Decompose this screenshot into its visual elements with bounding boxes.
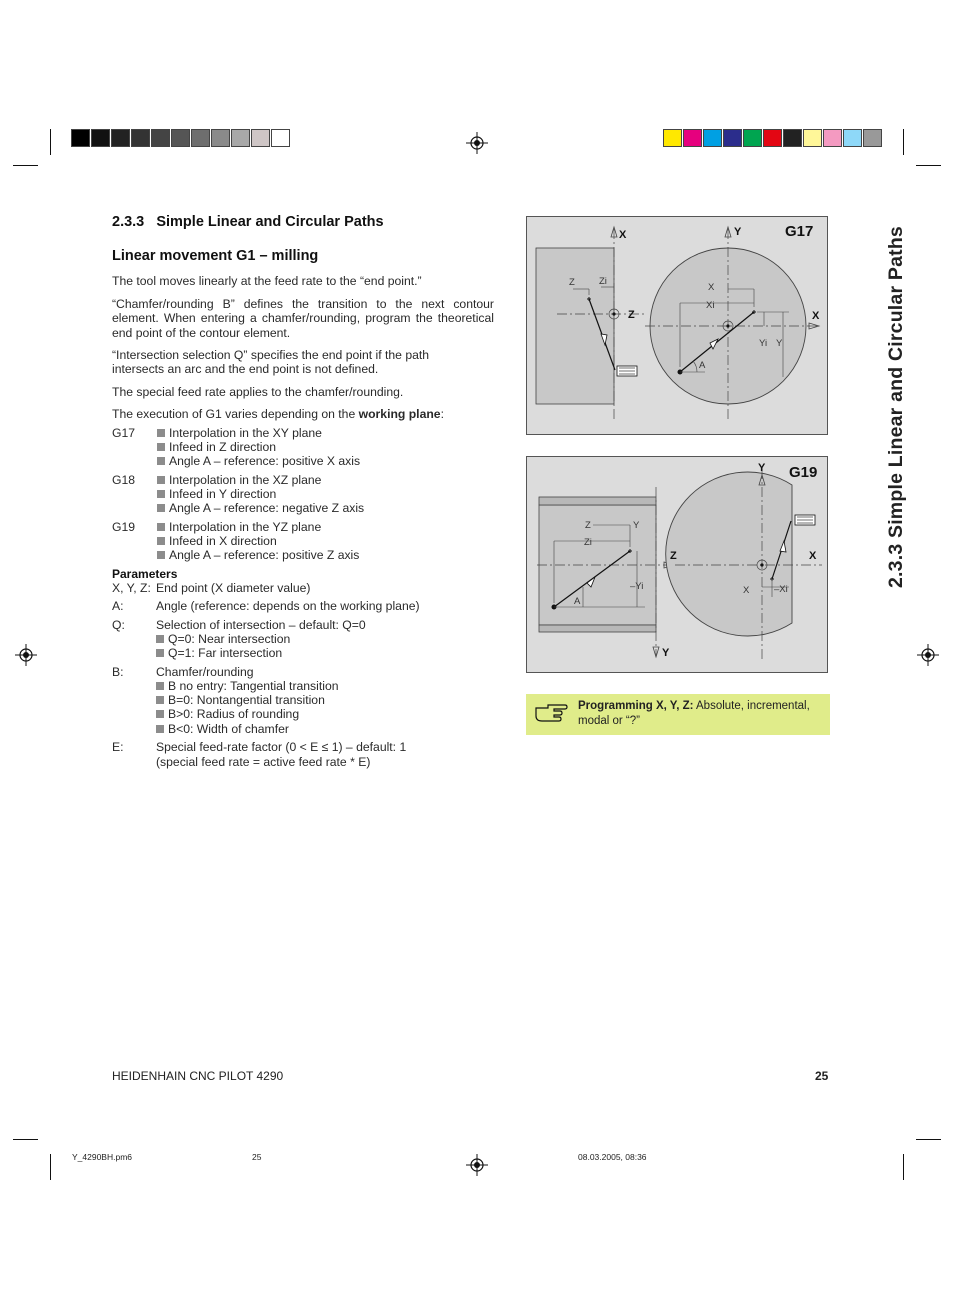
color-swatch: [723, 129, 742, 147]
paragraph: The special feed rate applies to the chamfer/rounding.: [112, 385, 404, 399]
color-swatch: [91, 129, 110, 147]
plane-code: G18: [112, 473, 136, 487]
list-item: Q=0: Near intersection: [156, 632, 290, 646]
paragraph: [112, 407, 492, 421]
plane-code: G17: [112, 426, 136, 440]
axis-label: X: [812, 310, 820, 322]
dim-label: Z: [585, 520, 591, 531]
side-title: [856, 218, 907, 588]
footer-title: HEIDENHAIN CNC PILOT 4290: [112, 1069, 284, 1083]
axis-label: Z: [628, 309, 635, 321]
paragraph: “Chamfer/rounding B” defines the transition to the next contour element. When entering a chamfer/rounding, program the theoretical end point of the contour element.: [112, 297, 494, 340]
axis-label: X: [809, 550, 817, 562]
execution-bold: working plane: [358, 407, 441, 421]
color-swatch: [843, 129, 862, 147]
note-text: [578, 699, 823, 728]
crop-mark: [50, 129, 51, 155]
slug-page: 25: [252, 1152, 262, 1162]
dim-label: –Yi: [630, 581, 644, 592]
list-item: Angle A – reference: positive X axis: [157, 454, 360, 468]
color-swatch: [171, 129, 190, 147]
color-swatch: [71, 129, 90, 147]
color-swatch: [803, 129, 822, 147]
color-swatch: [251, 129, 270, 147]
figure-g19: [526, 456, 828, 673]
paragraph: “Intersection selection Q” specifies the end point if the path intersects an arc and the end point is not defined.: [112, 348, 430, 377]
plane-code: G19: [112, 520, 136, 534]
slug-date: 08.03.2005, 08:36: [578, 1152, 647, 1162]
color-swatch: [191, 129, 210, 147]
crop-mark: [13, 1139, 38, 1140]
page-number: 25: [815, 1069, 829, 1083]
axis-label: Y: [758, 462, 766, 474]
registration-target-icon: [15, 644, 37, 666]
crop-mark: [916, 1139, 941, 1140]
pointing-hand-icon: [534, 702, 568, 724]
list-item: Interpolation in the XZ plane: [157, 473, 364, 487]
color-swatch: [131, 129, 150, 147]
dim-label: Y: [633, 520, 640, 531]
note-bold: Programming X, Y, Z:: [578, 700, 694, 712]
color-swatch: [823, 129, 842, 147]
registration-target-icon: [466, 132, 488, 154]
color-swatch: [763, 129, 782, 147]
crop-mark: [903, 1154, 904, 1180]
section-number: 2.3.3: [112, 214, 145, 230]
section-title: Simple Linear and Circular Paths: [156, 214, 384, 230]
slug-file: Y_4290BH.pm6: [72, 1152, 133, 1162]
axis-label: X: [619, 229, 627, 241]
axis-label: Y: [734, 226, 742, 238]
color-swatch: [231, 129, 250, 147]
color-swatch: [151, 129, 170, 147]
figure-title: G19: [789, 464, 818, 481]
crop-mark: [13, 165, 38, 166]
color-swatch: [271, 129, 290, 147]
registration-target-icon: [917, 644, 939, 666]
figure-g17-drawing: [527, 217, 827, 434]
figure-g19-drawing: [527, 457, 827, 672]
color-swatch: [211, 129, 230, 147]
note-body: Absolute, incremental, modal or “?”: [578, 700, 810, 727]
execution-intro: The execution of G1 varies depending on the: [112, 407, 359, 421]
section-heading: [112, 214, 384, 230]
list-item: Interpolation in the XY plane: [157, 426, 360, 440]
dim-label: A: [699, 360, 706, 371]
list-item: Angle A – reference: positive Z axis: [157, 548, 359, 562]
crop-mark: [50, 1154, 51, 1180]
dim-label: Y: [776, 338, 783, 349]
crop-mark: [916, 165, 941, 166]
color-swatch: [663, 129, 682, 147]
list-item: Infeed in X direction: [157, 534, 359, 548]
list-item: Q=1: Far intersection: [156, 646, 290, 660]
list-item: B<0: Width of chamfer: [156, 722, 339, 736]
list-item: Infeed in Z direction: [157, 440, 360, 454]
color-swatch: [743, 129, 762, 147]
programming-note: [526, 694, 830, 735]
list-item: Interpolation in the YZ plane: [157, 520, 359, 534]
parameters-heading: Parameters: [112, 567, 178, 581]
dim-label: Xi: [706, 300, 715, 311]
color-swatch: [683, 129, 702, 147]
color-swatch: [703, 129, 722, 147]
dim-label: Yi: [759, 338, 768, 349]
axis-label: Y: [662, 647, 670, 659]
color-swatch: [783, 129, 802, 147]
list-item: Infeed in Y direction: [157, 487, 364, 501]
sub-heading: Linear movement G1 – milling: [112, 248, 319, 264]
dim-label: –Xi: [774, 584, 788, 595]
execution-end: :: [440, 407, 444, 421]
registration-target-icon: [466, 1154, 488, 1176]
list-item: Angle A – reference: negative Z axis: [157, 501, 364, 515]
dim-label: A: [574, 596, 581, 607]
color-swatch: [863, 129, 882, 147]
figure-title: G17: [785, 223, 814, 240]
color-swatch: [111, 129, 130, 147]
dim-label: Z: [569, 277, 575, 288]
figure-g17: [526, 216, 828, 435]
dim-label: X: [708, 282, 715, 293]
list-item: B=0: Nontangential transition: [156, 693, 339, 707]
dim-label: X: [743, 585, 750, 596]
axis-label: Z: [670, 550, 677, 562]
list-item: B>0: Radius of rounding: [156, 707, 339, 721]
paragraph: The tool moves linearly at the feed rate to the “end point.”: [112, 274, 422, 288]
crop-mark: [903, 129, 904, 155]
side-title-text: 2.3.3 Simple Linear and Circular Paths: [885, 226, 907, 588]
list-item: B no entry: Tangential transition: [156, 679, 339, 693]
dim-label: Zi: [599, 276, 607, 287]
dim-label: Zi: [584, 537, 592, 548]
